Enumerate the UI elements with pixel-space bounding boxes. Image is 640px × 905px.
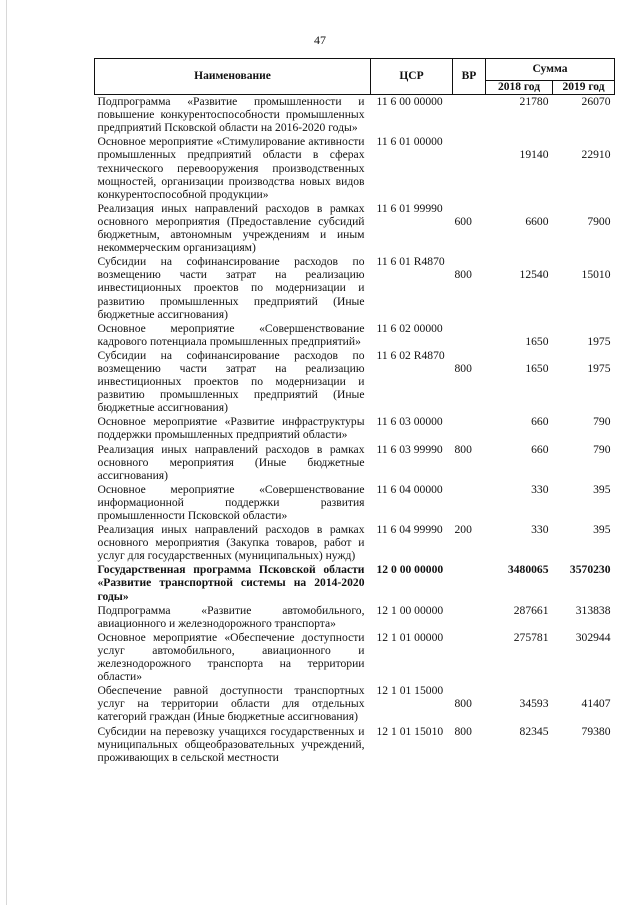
cell-csr: 12 0 00 00000 (376, 563, 444, 577)
table-row (95, 604, 615, 631)
table-row (95, 725, 615, 765)
cell-name: Государственная программа Псковской области «Развитие транспортной системы на 2014-2020 годы» (97, 563, 365, 603)
cell-sum-2018: 21780 (519, 95, 549, 109)
cell-sum-2018: 1650 (525, 334, 549, 348)
cell-csr: 11 6 01 00000 (376, 135, 443, 149)
table-row (95, 523, 615, 563)
cell-sum-2019: 26070 (581, 95, 611, 109)
cell-sum-2018: 82345 (519, 724, 549, 738)
cell-vr (453, 483, 486, 523)
header-csr: ЦСР (371, 59, 453, 95)
cell-name: Основное мероприятие «Обеспечение доступности услуг автомобильного, авиационного и железнодорожного транспорта на территории области» (97, 630, 365, 684)
cell-name: Субсидии на софинансирование расходов по возмещению части затрат на реализацию инвестиционных проектов по модернизации и развитию промышленных предприятий (Иные бюджетные ассигнования) (97, 348, 365, 415)
cell-sum-2019: 3570230 (569, 563, 611, 577)
cell-name: Основное мероприятие «Совершенствование информационной поддержки развития промышленности Псковской области» (97, 482, 365, 522)
cell-sum-2019: 1975 (587, 334, 611, 348)
cell-csr: 12 1 01 15000 (376, 684, 444, 698)
cell-vr: 800 (454, 361, 472, 375)
cell-csr: 11 6 02 R4870 (376, 348, 445, 362)
cell-sum-2018: 1650 (525, 361, 549, 375)
cell-csr: 11 6 03 00000 (376, 415, 443, 429)
header-name: Наименование (95, 59, 371, 95)
cell-vr: 600 (454, 214, 472, 228)
cell-vr: 800 (454, 268, 472, 282)
page-number: 47 (314, 33, 326, 47)
cell-sum-2018: 330 (531, 482, 549, 496)
cell-name: Реализация иных направлений расходов в рамках основного мероприятия (Предоставление субсидий бюджетным, автономным учреждениям и иным некоммерческим организациям) (97, 201, 365, 255)
cell-csr: 11 6 00 00000 (376, 95, 443, 109)
cell-sum-2019: 790 (593, 415, 611, 429)
cell-vr: 200 (454, 523, 472, 537)
cell-name: Основное мероприятие «Совершенствование кадрового потенциала промышленных предприятий» (97, 321, 365, 348)
table-header (95, 59, 615, 95)
cell-name: Реализация иных направлений расходов в рамках основного мероприятия (Иные бюджетные ассигнования) (97, 442, 365, 482)
table-row (95, 349, 615, 415)
cell-vr (453, 415, 486, 442)
table-body (95, 95, 615, 765)
table-row (95, 684, 615, 724)
cell-sum-2018: 330 (531, 523, 549, 537)
scan-left-edge (6, 0, 7, 905)
cell-name: Субсидии на софинансирование расходов по возмещению части затрат на реализацию инвестиционных проектов по модернизации и развитию промышленных предприятий (Иные бюджетные ассигнования) (97, 255, 365, 321)
cell-vr (453, 95, 486, 136)
cell-name: Субсидии на перевозку учащихся государственных и муниципальных общеобразовательных учреждений, проживающих в сельской местности (97, 724, 365, 764)
cell-csr: 11 6 04 00000 (376, 482, 443, 496)
cell-sum-2019: 395 (593, 523, 611, 537)
cell-sum-2018: 660 (531, 415, 549, 429)
cell-name: Реализация иных направлений расходов в рамках основного мероприятия (Закупка товаров, работ и услуг для государственных (муниципальных) нужд) (97, 523, 365, 563)
cell-sum-2019: 22910 (581, 148, 611, 162)
header-vr: ВР (453, 59, 486, 95)
cell-sum-2019: 302944 (575, 630, 611, 644)
cell-csr: 12 1 00 00000 (376, 603, 444, 617)
table-row (95, 135, 615, 201)
header-sum: Сумма (486, 59, 615, 81)
cell-sum-2018: 34593 (519, 697, 549, 711)
table-row (95, 202, 615, 255)
cell-vr (453, 631, 486, 684)
cell-csr: 11 6 03 99990 (376, 442, 443, 456)
cell-csr: 11 6 01 99990 (376, 201, 443, 215)
table-row (95, 95, 615, 136)
table-row (95, 255, 615, 321)
cell-sum-2019: 7900 (587, 214, 611, 228)
cell-vr: 800 (454, 697, 472, 711)
cell-vr: 800 (454, 724, 472, 738)
cell-csr: 11 6 01 R4870 (376, 255, 445, 269)
cell-name: Основное мероприятие «Стимулирование активности промышленных предприятий области в сферах технического перевооружения производственных мощностей, организации производства новых видов конкурентоспособной продукции» (97, 135, 365, 201)
cell-sum-2018: 287661 (513, 603, 549, 617)
cell-vr (453, 135, 486, 201)
cell-sum-2019: 790 (593, 442, 611, 456)
cell-csr: 11 6 04 99990 (376, 523, 443, 537)
cell-sum-2018: 275781 (513, 630, 549, 644)
table-row (95, 443, 615, 483)
cell-sum-2018: 660 (531, 442, 549, 456)
cell-sum-2019: 79380 (581, 724, 611, 738)
cell-vr (453, 322, 486, 349)
cell-name: Обеспечение равной доступности транспортных услуг на территории области для отдельных категорий граждан (Иные бюджетные ассигнования) (97, 684, 365, 724)
table-row (95, 563, 615, 603)
cell-name: Основное мероприятие «Развитие инфраструктуры поддержки промышленных предприятий области» (97, 415, 365, 442)
cell-sum-2018: 19140 (519, 148, 549, 162)
cell-vr: 800 (454, 442, 472, 456)
cell-sum-2019: 313838 (575, 603, 611, 617)
cell-sum-2019: 41407 (581, 697, 611, 711)
cell-csr: 12 1 01 15010 (376, 724, 444, 738)
table-row (95, 415, 615, 442)
header-year-2019: 2019 год (553, 81, 615, 95)
cell-csr: 11 6 02 00000 (376, 321, 443, 335)
cell-sum-2018: 6600 (525, 214, 549, 228)
cell-csr: 12 1 01 00000 (376, 630, 444, 644)
cell-sum-2019: 395 (593, 482, 611, 496)
cell-sum-2019: 1975 (587, 361, 611, 375)
header-year-2018: 2018 год (486, 81, 553, 95)
cell-name: Подпрограмма «Развитие промышленности и повышение конкурентоспособности промышленных предприятий Псковской области на 2016-2020 годы» (97, 95, 365, 135)
cell-sum-2018: 12540 (519, 268, 549, 282)
table-row (95, 483, 615, 523)
budget-table (94, 58, 615, 765)
cell-sum-2018: 3480065 (507, 563, 549, 577)
cell-vr (453, 604, 486, 631)
cell-vr (453, 563, 486, 603)
table-row (95, 631, 615, 684)
table-row (95, 322, 615, 349)
cell-sum-2019: 15010 (581, 268, 611, 282)
cell-name: Подпрограмма «Развитие автомобильного, авиационного и железнодорожного транспорта» (97, 603, 365, 630)
